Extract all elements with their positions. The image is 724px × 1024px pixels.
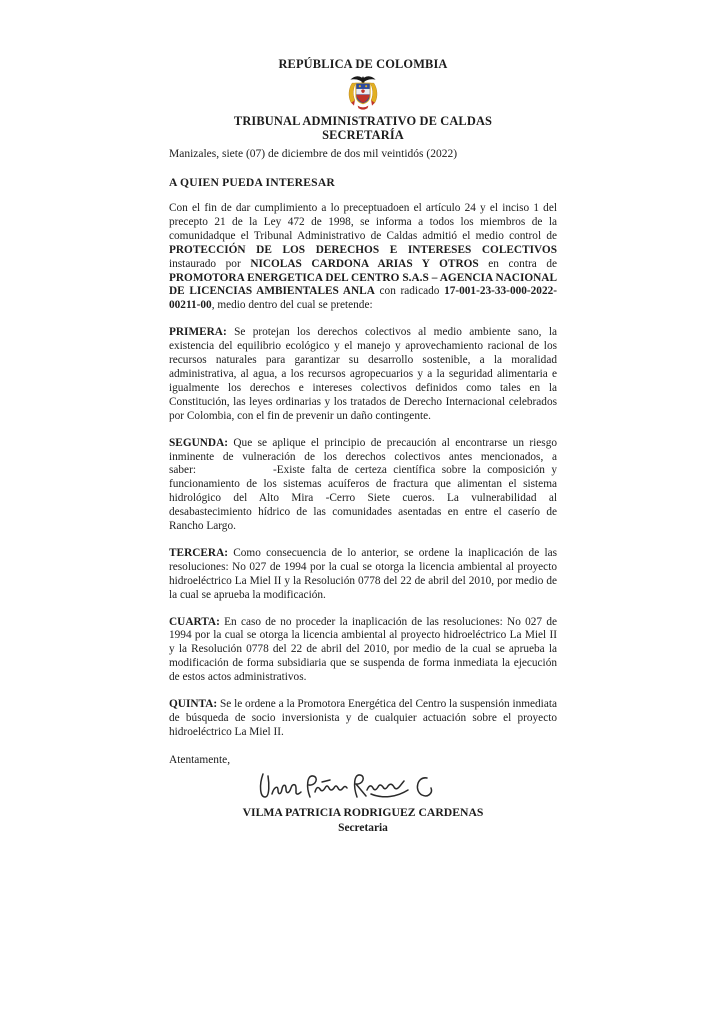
paragraph-quinta: QUINTA: Se le ordene a la Promotora Energética del Centro la suspensión inmediata de búsqueda de socio inversionista y de cualquier actuación sobre el proyecto hidroeléctrico La Miel II. — [169, 698, 557, 738]
paragraph-cuarta: CUARTA: En caso de no proceder la inaplicación de las resoluciones: No 027 de 1994 por la cual se otorga la licencia ambiental al proyecto hidroeléctrico La Miel II y la Resolución 0778 del 22 de abril del 2010, por medio de la cual se aprueba la modificación de forma subsidiaria que se suspenda de forma inmediata la ejecución de estos actos administrativos. — [169, 615, 557, 684]
signature-block — [169, 769, 557, 835]
signatory-title: Secretaria — [338, 821, 388, 834]
handwritten-signature-icon — [251, 769, 447, 805]
dateline: Manizales, siete (07) de diciembre de dos mil veintidós (2022) — [169, 148, 458, 160]
office-title: SECRETARÍA — [322, 128, 404, 142]
republic-title: REPÚBLICA DE COLOMBIA — [278, 57, 448, 71]
salutation: A QUIEN PUEDA INTERESAR — [169, 176, 335, 189]
paragraph-tercera: TERCERA: Como consecuencia de lo anterior, se ordene la inaplicación de las resoluciones: No 027 de 1994 por la cual se otorga la licencia ambiental al proyecto hidroeléctrico La Miel II y la Resolución 0778 del 22 de abril del 2010, por medio de la cual se aprueba la modificación. — [169, 546, 557, 601]
paragraph-intro: Con el fin de dar cumplimiento a lo preceptuadoen el artículo 24 y el inciso 1 del precepto 21 de la Ley 472 de 1998, se informa a todos los miembros de la comunidadque el Tribunal Administrativo de Caldas admitió el medio control de PROTECCIÓN DE LOS DERECHOS E INTERESES COLECTIVOS instaurado por NICOLAS CARDONA ARIAS Y OTROS en contra de PROMOTORA ENERGETICA DEL CENTRO S.A.S – AGENCIA NACIONAL DE LICENCIAS AMBIENTALES ANLA con radicado 17-001-23-33-000-2022-00211-00, medio dentro del cual se pretende: — [169, 202, 558, 312]
paragraph-primera: PRIMERA: Se protejan los derechos colectivos al medio ambiente sano, la existencia del equilibrio ecológico y el manejo y aprovechamiento racional de los recursos naturales para garantizar su desarrollo sostenible, a la moralidad administrativa, al agua, a los recursos agropecuarios y a la seguridad alimentaria e igualmente los derechos e intereses colectivos definidos como tales en la Constitución, las leyes ordinarias y los tratados de Derecho Internacional celebrados por Colombia, con el fin de prevenir un daño contingente. — [169, 326, 557, 422]
closing-salutation: Atentamente, — [169, 753, 231, 766]
signatory-name: VILMA PATRICIA RODRIGUEZ CARDENAS — [242, 805, 484, 819]
tribunal-title: TRIBUNAL ADMINISTRATIVO DE CALDAS — [233, 114, 493, 128]
colombia-coat-of-arms-icon — [169, 73, 557, 113]
paragraph-segunda: SEGUNDA: Que se aplique el principio de precaución al encontrarse un riesgo inminente de vulneración de los derechos colectivos antes mencionados, a saber: -Existe falta de certeza científica sobre la composición y funcionamiento de los sistemas acuíferos de fractura que alimentan el sistema hidrológico del Alto Mira -Cerro Siete cueros. La vulnerabilidad al desabastecimiento hídrico de las comunidades asentadas en entre el caserío de Rancho Largo. — [169, 436, 557, 533]
